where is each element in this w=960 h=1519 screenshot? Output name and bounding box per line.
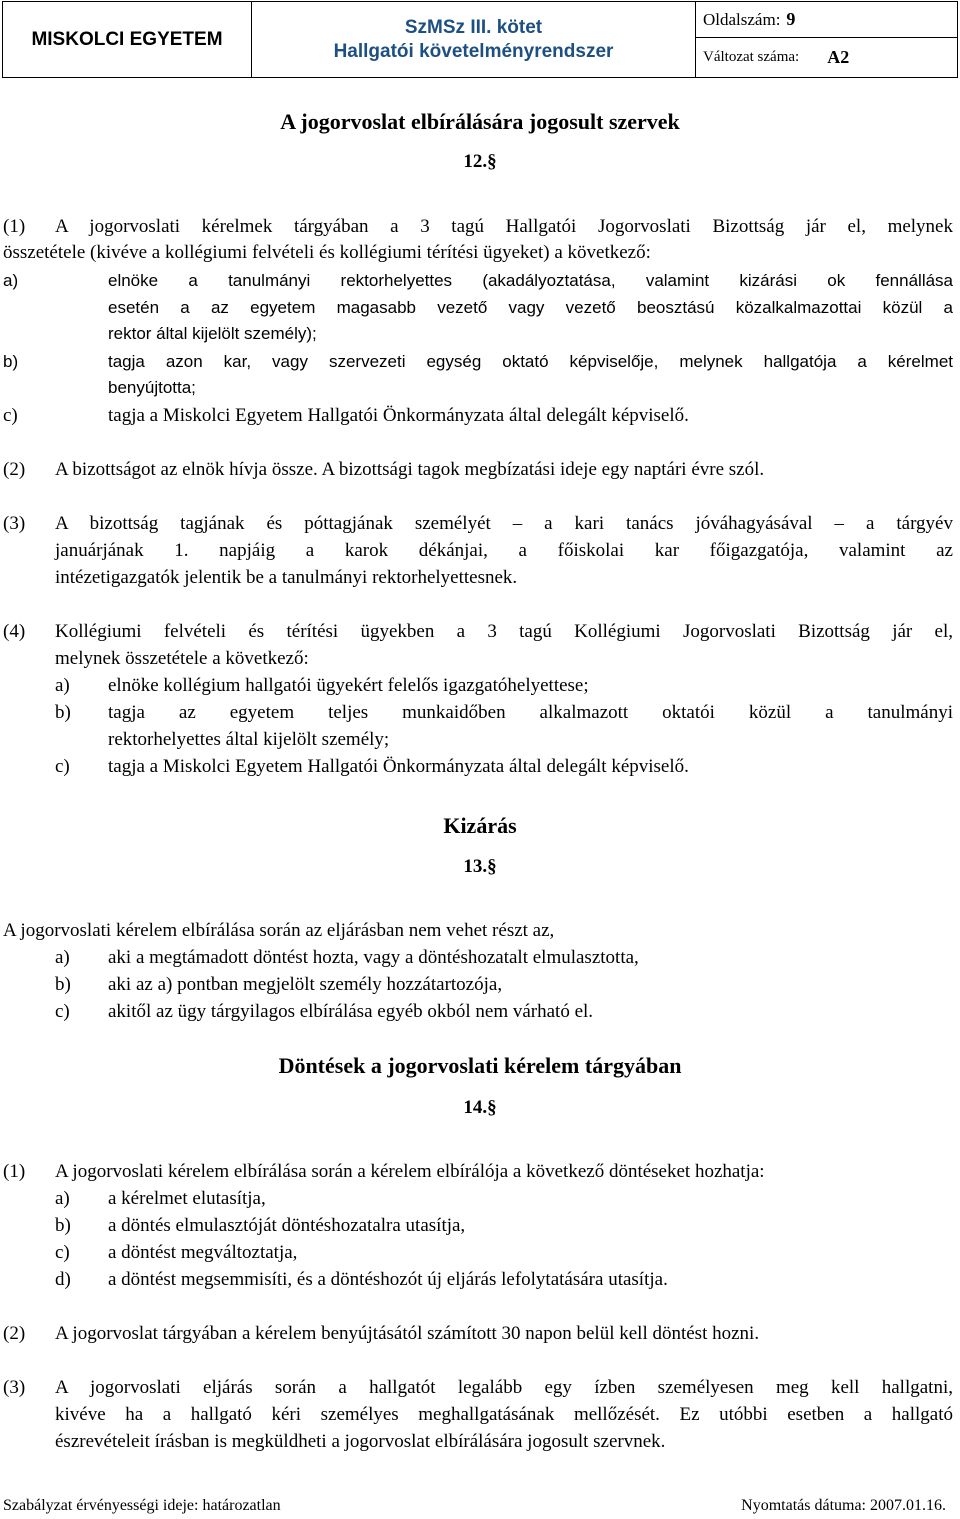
s14-item-a-marker: a) [55,1188,70,1209]
s12-p2-line1: A bizottságot az elnök hívja össze. A bizottsági tagok megbízatási ideje egy naptári évre szól. [55,459,765,480]
s12-p3-number: (3) [3,513,26,534]
s12-p3-line1: A bizottság tagjának és póttagjának személyét – a kari tanács jóváhagyásával – a tárgyév [55,513,953,534]
s14-p2-line1: A jogorvoslat tárgyában a kérelem benyújtásától számított 30 napon belül kell döntést hozni. [55,1323,760,1344]
university-name: MISKOLCI EGYETEM [3,2,252,77]
s14-item-a-line1: a kérelmet elutasítja, [108,1188,266,1209]
s14-item-d-line1: a döntést megsemmisíti, és a döntéshozót új eljárás lefolytatására utasítja. [108,1269,668,1290]
s12-p1-line1: A jogorvoslati kérelmek tárgyában a 3 tagú Hallgatói Jogorvoslati Bizottság jár el, melynek [55,216,953,237]
s12-p4-line2: melynek összetétele a következő: [55,648,309,669]
footer-validity: Szabályzat érvényességi ideje: határozatlan [3,1497,281,1514]
document-header [2,1,958,78]
s12-p4-item-c-marker: c) [55,756,70,777]
s12-item-a-line2: esetén a az egyetem magasabb vezető vagy vezető beosztású közalkalmazottai közül a [108,298,953,317]
s12-p2-number: (2) [3,459,26,480]
s13-item-a-line1: aki a megtámadott döntést hozta, vagy a döntéshozatalt elmulasztotta, [108,947,639,968]
s14-item-b-marker: b) [55,1215,71,1236]
version-cell [696,38,957,77]
section-12-number: 12.§ [463,151,497,172]
document-title-block [252,2,696,77]
s14-p3-line1: A jogorvoslati eljárás során a hallgatót legalább egy ízben személyesen meg kell hallgatni, [55,1377,953,1398]
section-13-number: 13.§ [463,856,497,877]
s12-p3-line3: intézetigazgatók jelentik be a tanulmányi rektorhelyettesnek. [55,567,518,588]
s12-p4-item-a-marker: a) [55,675,70,696]
s12-p4-item-a-line1: elnöke kollégium hallgatói ügyekért felelős igazgatóhelyettese; [108,675,589,696]
s12-p4-line1: Kollégiumi felvételi és térítési ügyekben a 3 tagú Kollégiumi Jogorvoslati Bizottság jár el, [55,621,953,642]
s12-item-b-marker: b) [3,352,19,371]
document-meta [696,2,957,77]
s14-p3-line3: észrevételeit írásban is megküldheti a jogorvoslat elbírálására jogosult szervnek. [55,1431,666,1452]
s12-p4-item-b-line1: tagja az egyetem teljes munkaidőben alkalmazott oktatói közül a tanulmányi [108,702,953,723]
s12-item-a-line1: elnöke a tanulmányi rektorhelyettes (akadályoztatása, valamint kizárási ok fennállása [108,271,953,290]
s13-item-b-line1: aki az a) pontban megjelölt személy hozzátartozója, [108,974,503,995]
s13-item-c-line1: akitől az ügy tárgyilagos elbírálása egyéb okból nem várható el. [108,1001,594,1022]
s14-p3-line2: kivéve ha a hallgató kéri személyes meghallgatásának mellőzését. Ez utóbbi esetben a hallgató [55,1404,953,1425]
s12-p3-line2: januárjának 1. napjáig a karok dékánjai, a főiskolai kar főigazgatója, valamint az [55,540,953,561]
s14-p1-line1: A jogorvoslati kérelem elbírálása során a kérelem elbírálója a következő döntéseket hozhatja: [55,1161,765,1182]
document-volume: SzMSz III. kötet [404,16,543,38]
footer-print-date: Nyomtatás dátuma: 2007.01.16. [741,1497,946,1514]
s13-item-b-marker: b) [55,974,71,995]
s12-item-b-line1: tagja azon kar, vagy szervezeti egység oktató képviselője, melynek hallgatója a kérelmet [108,352,953,371]
s14-p3-number: (3) [3,1377,26,1398]
s12-item-c-marker: c) [3,405,18,426]
section-12-heading: A jogorvoslat elbírálására jogosult szervek [280,109,680,134]
page-number-label: Oldalszám: [703,9,781,29]
version-label: Változat száma: [703,49,800,65]
s12-item-a-line3: rektor által kijelölt személy); [108,324,317,343]
s14-item-c-marker: c) [55,1242,70,1263]
page-number-value: 9 [786,9,796,29]
s12-item-a-marker: a) [3,271,19,290]
s14-p1-number: (1) [3,1161,26,1182]
s14-p2-number: (2) [3,1323,26,1344]
s14-item-c-line1: a döntést megváltoztatja, [108,1242,298,1263]
s13-item-a-marker: a) [55,947,70,968]
s12-p1-line2: összetétele (kivéve a kollégiumi felvételi és kollégiumi térítési ügyeket) a következő: [3,242,651,263]
section-14-number: 14.§ [463,1097,497,1118]
s14-item-d-marker: d) [55,1269,71,1290]
section-13-heading: Kizárás [443,813,517,838]
s12-p4-item-b-marker: b) [55,702,71,723]
s13-intro: A jogorvoslati kérelem elbírálása során az eljárásban nem vehet részt az, [3,920,555,941]
s12-p4-item-c-line1: tagja a Miskolci Egyetem Hallgatói Önkormányzata által delegált képviselő. [108,756,689,777]
document-title: Hallgatói követelményrendszer [333,40,614,62]
s13-item-c-marker: c) [55,1001,70,1022]
s12-p4-number: (4) [3,621,26,642]
page-number-cell [696,2,957,38]
s12-p1-number: (1) [3,216,26,237]
version-value: A2 [827,47,850,67]
s14-item-b-line1: a döntés elmulasztóját döntéshozatalra utasítja, [108,1215,466,1236]
s12-item-b-line2: benyújtotta; [108,378,196,397]
s12-p4-item-b-line2: rektorhelyettes által kijelölt személy; [108,729,390,750]
section-14-heading: Döntések a jogorvoslati kérelem tárgyában [278,1053,682,1078]
s12-item-c-line1: tagja a Miskolci Egyetem Hallgatói Önkormányzata által delegált képviselő. [108,405,689,426]
